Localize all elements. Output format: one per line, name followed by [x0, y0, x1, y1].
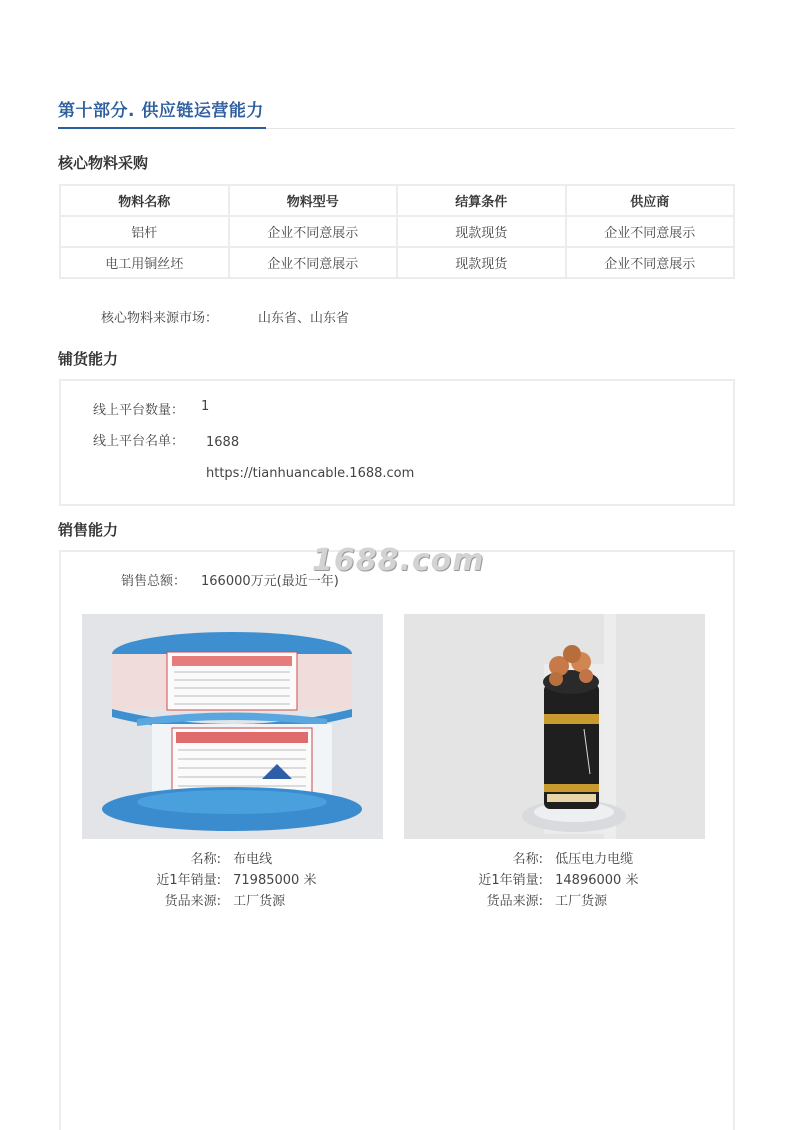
platform-count-label: 线上平台数量：	[93, 403, 185, 418]
sales-heading: 销售能力	[58, 521, 119, 539]
platform-list-label: 线上平台名单：	[93, 434, 185, 449]
source-market-value: 山东省、山东省	[258, 311, 350, 326]
table-cell: 企业不同意展示	[229, 247, 398, 278]
column-header: 物料型号	[229, 185, 398, 216]
table-cell: 电工用铜丝坯	[60, 247, 229, 278]
platform-count-value: 1	[201, 399, 210, 414]
table-cell: 企业不同意展示	[229, 216, 398, 247]
column-header: 供应商	[566, 185, 735, 216]
product-volume: 71985000 米	[233, 873, 317, 888]
table-cell: 铝杆	[60, 216, 229, 247]
distribution-heading: 铺货能力	[58, 350, 119, 368]
table-row	[60, 247, 734, 278]
column-header: 物料名称	[60, 185, 229, 216]
title-underline-accent	[58, 127, 266, 129]
product-photo-power-cable	[404, 614, 705, 839]
product-volume-label: 近1年销量:	[478, 873, 543, 888]
table-row	[60, 216, 734, 247]
column-header: 结算条件	[397, 185, 566, 216]
product-name: 低压电力电缆	[555, 852, 634, 867]
product-source: 工厂货源	[233, 894, 286, 909]
product-source-label: 货品来源:	[164, 894, 221, 909]
product-source-label: 货品来源:	[486, 894, 543, 909]
table-cell: 现款现货	[397, 216, 566, 247]
procurement-table	[59, 184, 735, 279]
product-name-label: 名称:	[512, 852, 543, 867]
table-header-row	[60, 185, 734, 216]
platform-url-link[interactable]: https://tianhuancable.1688.com	[206, 466, 415, 481]
platform-name: 1688	[206, 435, 240, 450]
sales-total-label: 销售总额：	[121, 574, 187, 589]
procurement-heading: 核心物料采购	[58, 154, 149, 172]
product-info-2	[443, 848, 703, 911]
product-photo-wire-spools	[82, 614, 383, 839]
product-volume-label: 近1年销量:	[156, 873, 221, 888]
sales-panel	[59, 550, 735, 1130]
product-source: 工厂货源	[555, 894, 608, 909]
page-title: 第十部分. 供应链运营能力	[58, 101, 264, 121]
source-market-label: 核心物料来源市场：	[101, 311, 219, 326]
product-volume: 14896000 米	[555, 873, 639, 888]
distribution-panel	[59, 379, 735, 506]
table-cell: 企业不同意展示	[566, 216, 735, 247]
sales-total-value: 166000万元(最近一年)	[201, 574, 339, 589]
watermark-1688: 1688.com	[312, 543, 485, 578]
table-cell: 企业不同意展示	[566, 247, 735, 278]
product-info-1	[121, 848, 381, 911]
product-name-label: 名称:	[190, 852, 221, 867]
product-name: 布电线	[233, 852, 273, 867]
table-cell: 现款现货	[397, 247, 566, 278]
